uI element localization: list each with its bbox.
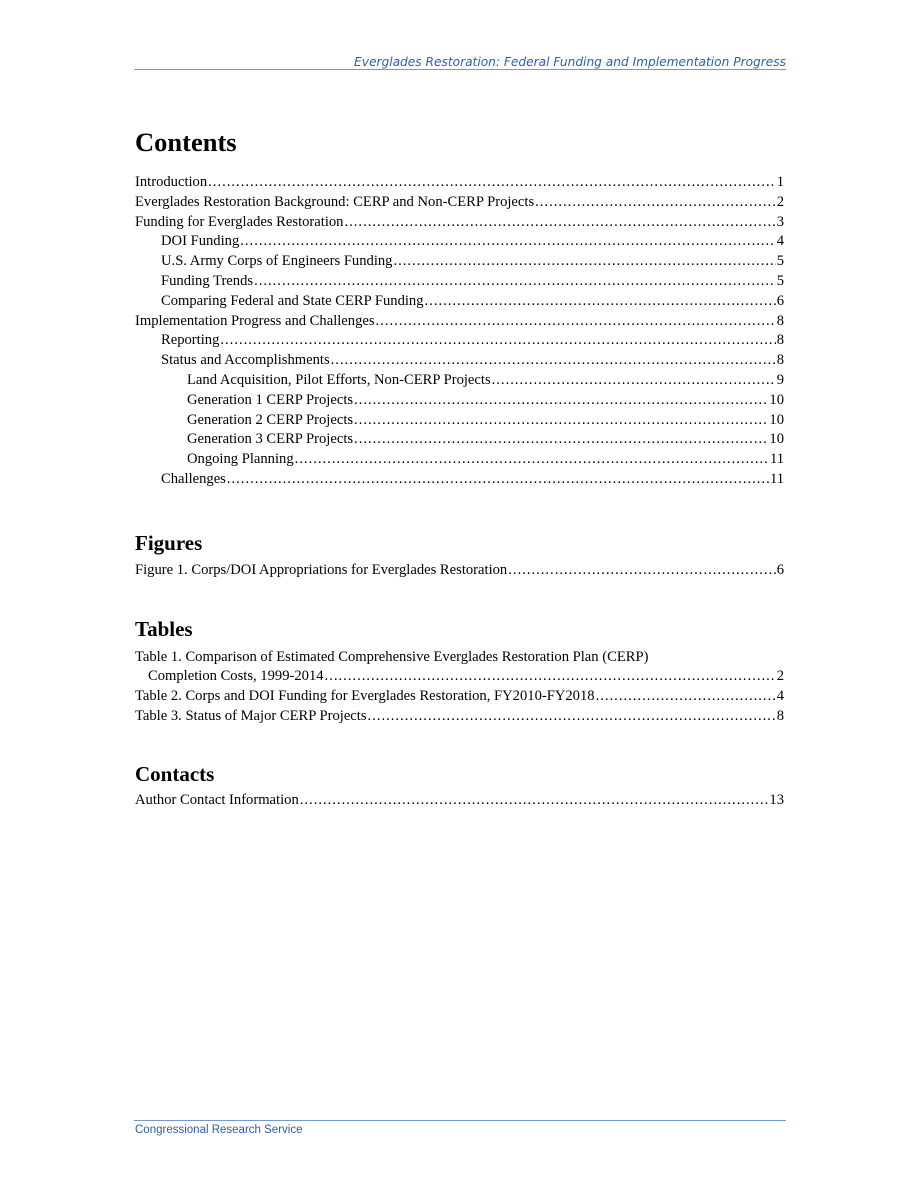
figure-entry-1[interactable] bbox=[135, 561, 784, 581]
toc-entry-title: Author Contact Information bbox=[135, 791, 299, 808]
toc-entry-background[interactable] bbox=[135, 193, 784, 213]
toc-entry-page: 3 bbox=[776, 213, 784, 230]
table-entry-2[interactable] bbox=[135, 687, 784, 707]
toc-entry-title: Challenges bbox=[161, 470, 226, 487]
leader-dots bbox=[492, 371, 776, 391]
toc-entry-title: DOI Funding bbox=[161, 233, 240, 250]
toc-entry-doi-funding[interactable] bbox=[135, 232, 784, 252]
leader-dots bbox=[368, 707, 776, 727]
toc-entry-title: Table 3. Status of Major CERP Projects bbox=[135, 707, 367, 724]
toc-entry-comparing-funding[interactable] bbox=[135, 292, 784, 312]
toc-entry-page: 11 bbox=[769, 451, 784, 468]
toc-entry-page: 1 bbox=[776, 174, 784, 190]
toc-entry-land-acquisition[interactable] bbox=[135, 371, 784, 391]
toc-entry-title: Implementation Progress and Challenges bbox=[135, 312, 375, 329]
running-header: Everglades Restoration: Federal Funding and Implementation Progress bbox=[354, 55, 786, 69]
leader-dots bbox=[208, 173, 776, 193]
toc-entry-page: 10 bbox=[769, 411, 784, 428]
toc-entry-title: U.S. Army Corps of Engineers Funding bbox=[161, 253, 393, 270]
leader-dots bbox=[393, 252, 775, 272]
leader-dots bbox=[254, 272, 776, 292]
toc-entry-page: 11 bbox=[769, 470, 784, 487]
toc-entry-generation-2[interactable] bbox=[135, 411, 784, 431]
leader-dots bbox=[354, 430, 768, 450]
leader-dots bbox=[596, 687, 776, 707]
toc-entry-page: 6 bbox=[776, 292, 784, 309]
toc-entry-title: Ongoing Planning bbox=[187, 451, 294, 468]
toc-entry-page: 6 bbox=[776, 561, 784, 578]
toc-entry-title: Table 2. Corps and DOI Funding for Everglades Restoration, FY2010-FY2018 bbox=[135, 688, 595, 705]
toc-entry-title: Generation 3 CERP Projects bbox=[187, 431, 354, 448]
leader-dots bbox=[376, 312, 776, 332]
figures-heading: Figures bbox=[135, 530, 203, 555]
toc-entry-title: Comparing Federal and State CERP Funding bbox=[161, 292, 424, 309]
toc-entry-title: Figure 1. Corps/DOI Appropriations for Everglades Restoration bbox=[135, 561, 508, 578]
leader-dots bbox=[425, 292, 776, 312]
toc-entry-title: Land Acquisition, Pilot Efforts, Non-CERP Projects bbox=[187, 371, 491, 388]
toc-entry-corps-funding[interactable] bbox=[135, 252, 784, 272]
toc-entry-page: 8 bbox=[776, 312, 784, 329]
running-footer: Congressional Research Service bbox=[135, 1124, 303, 1136]
toc-entry-title: Generation 1 CERP Projects bbox=[187, 391, 354, 408]
toc-entry-title: Status and Accomplishments bbox=[161, 352, 330, 369]
leader-dots bbox=[535, 193, 776, 213]
toc-entry-introduction[interactable] bbox=[135, 173, 784, 193]
toc-entry-page: 8 bbox=[776, 332, 784, 349]
toc-entry-reporting[interactable] bbox=[135, 331, 784, 351]
toc-entry-page: 10 bbox=[769, 391, 784, 408]
contacts-heading: Contacts bbox=[135, 761, 215, 786]
tables-heading: Tables bbox=[135, 616, 193, 641]
toc-entry-ongoing-planning[interactable] bbox=[135, 450, 784, 470]
toc-entry-challenges[interactable] bbox=[135, 470, 784, 490]
toc-entry-generation-3[interactable] bbox=[135, 430, 784, 450]
toc-entry-title: Reporting bbox=[161, 332, 220, 349]
leader-dots bbox=[331, 351, 776, 371]
leader-dots bbox=[220, 331, 775, 351]
leader-dots bbox=[354, 411, 768, 431]
toc-entry-page: 13 bbox=[769, 791, 784, 808]
toc-entry-page: 2 bbox=[776, 193, 784, 210]
toc-entry-title: Table 1. Comparison of Estimated Comprehensive Everglades Restoration Plan (CERP) bbox=[135, 648, 649, 665]
leader-dots bbox=[344, 213, 775, 233]
toc-entry-title-continued: Completion Costs, 1999-2014 bbox=[148, 668, 324, 685]
leader-dots bbox=[300, 791, 769, 811]
toc-entry-page: 4 bbox=[776, 233, 784, 250]
toc-entry-implementation[interactable] bbox=[135, 312, 784, 332]
toc-entry-title: Funding Trends bbox=[161, 272, 254, 289]
toc-entry-page: 5 bbox=[776, 272, 784, 289]
toc-entry-page: 8 bbox=[776, 707, 784, 724]
contact-entry-author[interactable] bbox=[135, 791, 784, 811]
toc-entry-page: 2 bbox=[776, 668, 784, 685]
toc-entry-title: Funding for Everglades Restoration bbox=[135, 213, 344, 230]
toc-entry-page: 9 bbox=[776, 371, 784, 388]
toc-entry-page: 10 bbox=[769, 431, 784, 448]
leader-dots bbox=[240, 232, 775, 252]
table-entry-1[interactable] bbox=[135, 648, 784, 688]
toc-entry-title: Generation 2 CERP Projects bbox=[187, 411, 354, 428]
toc-entry-page: 5 bbox=[776, 253, 784, 270]
contents-heading: Contents bbox=[135, 127, 237, 157]
toc-entry-title: Everglades Restoration Background: CERP and Non-CERP Projects bbox=[135, 193, 535, 210]
toc-entry-generation-1[interactable] bbox=[135, 391, 784, 411]
toc-entry-title: Introduction bbox=[135, 174, 208, 190]
toc-entry-funding[interactable] bbox=[135, 213, 784, 233]
toc-entry-page: 8 bbox=[776, 352, 784, 369]
leader-dots bbox=[354, 391, 768, 411]
table-entry-3[interactable] bbox=[135, 707, 784, 727]
header-rule bbox=[134, 69, 786, 70]
leader-dots bbox=[325, 667, 776, 687]
toc-entry-page: 4 bbox=[776, 688, 784, 705]
footer-rule bbox=[134, 1120, 786, 1121]
table-of-contents bbox=[135, 122, 784, 811]
leader-dots bbox=[227, 470, 769, 490]
leader-dots bbox=[295, 450, 769, 470]
toc-entry-funding-trends[interactable] bbox=[135, 272, 784, 292]
leader-dots bbox=[508, 561, 775, 581]
toc-entry-status[interactable] bbox=[135, 351, 784, 371]
